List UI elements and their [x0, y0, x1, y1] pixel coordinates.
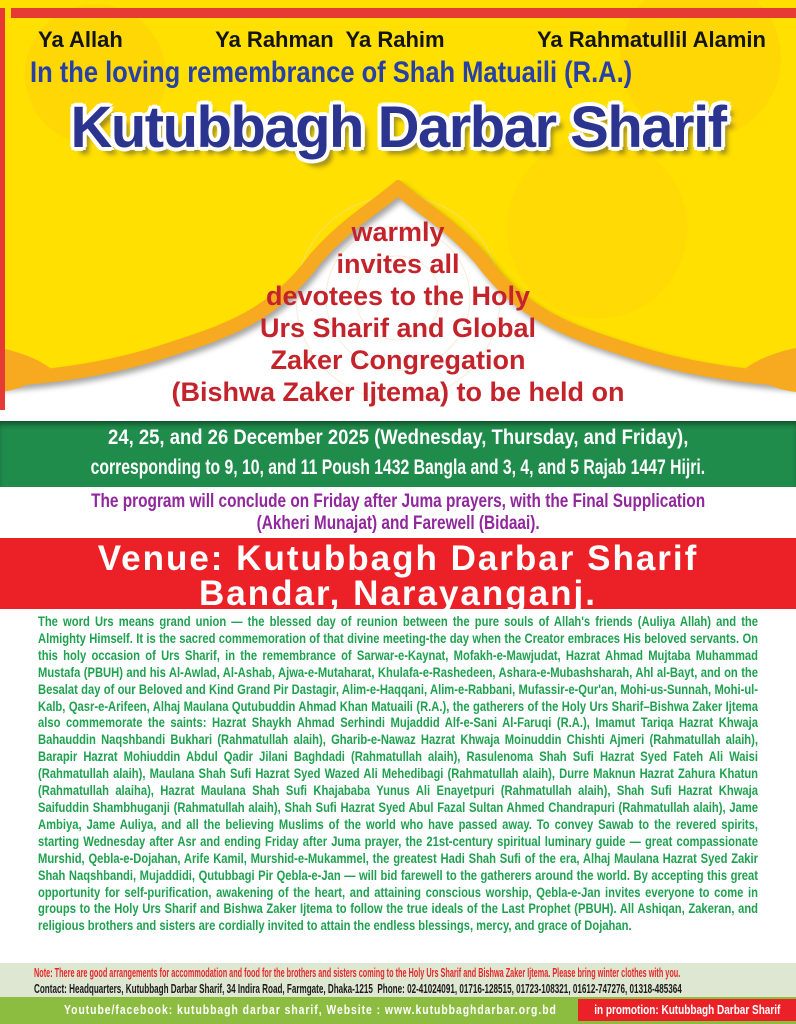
conclusion-band — [0, 487, 796, 536]
invitation-line: warmly — [351, 217, 445, 247]
invitation-line: devotees to the Holy — [265, 281, 531, 311]
invitation-text — [0, 216, 796, 408]
invocation-ya-rahmatullil-alamin: Ya Rahmatullil Alamin — [536, 27, 766, 52]
promotion-text: in promotion: Kutubbagh Darbar Sharif — [593, 1003, 781, 1017]
invitation-line: Urs Sharif and Global — [259, 313, 537, 343]
invocation-ya-allah: Ya Allah — [38, 27, 123, 52]
venue-line-1: Venue: Kutubbagh Darbar Sharif — [97, 539, 699, 578]
invocation-ya-rahman-ya-rahim: Ya Rahman Ya Rahim — [215, 27, 445, 52]
header-section — [0, 0, 796, 415]
invitation-line: (Bishwa Zaker Ijtema) to be held on — [171, 377, 625, 407]
invocations-row — [0, 27, 796, 53]
note-band — [0, 963, 796, 997]
note-line: Note: There are good arrangements for accommodation and food for the brothers and sisters coming to the Holy Urs Sharif and Bishwa Zaker Ijtema. Please bring winter clothes with you. — [34, 966, 681, 980]
venue-band — [0, 536, 796, 613]
urs-description-text: The word Urs means grand union — the blessed day of reunion between the pure souls of Allah's friends (Auliya Allah) and the Almighty Himself. It is the sacred commemoration of that divine meeting-the day when the Creator embraces His beloved servants. On this holy occasion of Urs Sharif, in the remembrance of Sarwar-e-Kaynat, Mofakh-e-Mawjudat, Hazrat Ahmad Mujtaba Muhammad Mustafa (PBUH) and his Al-Awlad, Al-Ashab, Ajwa-e-Mutaharat, Khulafa-e-Rashedeen, Ashara-e-Mubashsharah, Ahl al-Bayt, and on the Besalat day of our Beloved and Kind Grand Pir Dastagir, Alim-e-Haqqani, Alim-e-Rabbani, Mufassir-e-Qur'an, Mohi-us-Sunnah, Mohi-ul-Kalb, Qasr-e-Arifeen, Alhaj Maulana Qutubuddin Ahmad Khan Matuaili (R.A.), the gatherers of the Holy Urs Sharif–Bishwa Zaker Ijtema also commemorate the saints: Hazrat Shaykh Ahmad Serhindi Mujaddid Alf-e-Sani Al-Faruqi (R.A.), Imamut Tariqa Hazrat Khwaja Bahauddin Naqshbandi Bukhari (Rahmatullah alaih), Gharib-e-Nawaz Hazrat Khwaja Moinuddin Chishti Ajmeri (Rahmatullah alaih), Barapir Hazrat Mohiuddin Abdul Qadir Jilani Baghdadi (Rahmatullah alaih), Rasulenoma Shah Sufi Hazrat Syed Fateh Ali Waisi (Rahmatullah alaih), Maulana Shah Sufi Hazrat Syed Wazed Ali Mehedibagi (Rahmatullah alaih), Durre Maknun Hazrat Zahura Khatun (Rahmatullah alaiha), Hazrat Maulana Shah Sufi Khajababa Yunus Ali Enayetpuri (Rahmatullah alaih), Shah Sufi Hazrat Khwaja Saifuddin Shambhuganji (Rahmatullah alaih), Shah Sufi Hazrat Syed Abul Fazal Sultan Ahmed Chandrapuri (Rahmatullah alaih), Jame Ambiya, Jame Auliya, and all the believing Muslims of the world who have passed away. To convey Sawab to the revered spirits, starting Wednesday after Asr and ending Friday after Juma prayer, the 21st-century spiritual luminary guide — great compassionate Murshid, Qebla-e-Dojahan, Arife Kamil, Murshid-e-Mukammel, the greatest Hadi Shah Sufi of the era, Alhaj Maulana Hazrat Syed Zakir Shah Naqshbandi, Mujaddidi, Qutubbagi Pir Qebla-e-Jan — will bid farewell to the gatherers around the world. By accepting this great opportunity for self-purification, awakening of the heart, and attaining conscious worship, Qebla-e-Jan invites everyone to come in groups to the Holy Urs Sharif and Bishwa Zaker Ijtema to follow the true ideals of the Last Prophet (PBUH). All Ashiqan, Zakeran, and religious brothers and sisters are cordially invited to attain the endless blessings, mercy, and grace of Dojahan. — [38, 613, 758, 934]
conclusion-line-1: The program will conclude on Friday after Juma prayers, with the Final Supplication — [91, 491, 706, 512]
promotion-badge — [578, 999, 796, 1021]
remembrance-line: In the loving remembrance of Shah Matuaili (R.A.) — [30, 56, 633, 89]
top-red-border — [11, 8, 796, 18]
poster-title: Kutubbagh Darbar Sharif — [70, 95, 726, 160]
dates-line-gregorian: 24, 25, and 26 December 2025 (Wednesday, Thursday, and Friday), — [108, 426, 689, 449]
invitation-line: invites all — [336, 249, 460, 279]
venue-line-2: Bandar, Narayanganj. — [199, 574, 597, 613]
body-paragraph-region — [38, 609, 758, 963]
dates-line-bangla-hijri: corresponding to 9, 10, and 11 Poush 1432 Bangla and 3, 4, and 5 Rajab 1447 Hijri. — [90, 456, 706, 479]
footer-bar — [0, 997, 796, 1024]
conclusion-line-2: (Akheri Munajat) and Farewell (Bidaai). — [256, 513, 540, 534]
social-website-line: Youtube/facebook: kutubbagh darbar sharif, Website : www.kutubbaghdarbar.org.bd — [64, 1002, 557, 1017]
invitation-line: Zaker Congregation — [270, 345, 526, 375]
dates-band — [0, 421, 796, 487]
section-divider — [0, 413, 796, 421]
contact-line: Contact: Headquarters, Kutubbagh Darbar Sharif, 34 Indira Road, Farmgate, Dhaka-1215 Phone: 02-41024091, 01716-128515, 01723-108321, 01612-747276, 01318-485364 — [34, 981, 682, 996]
